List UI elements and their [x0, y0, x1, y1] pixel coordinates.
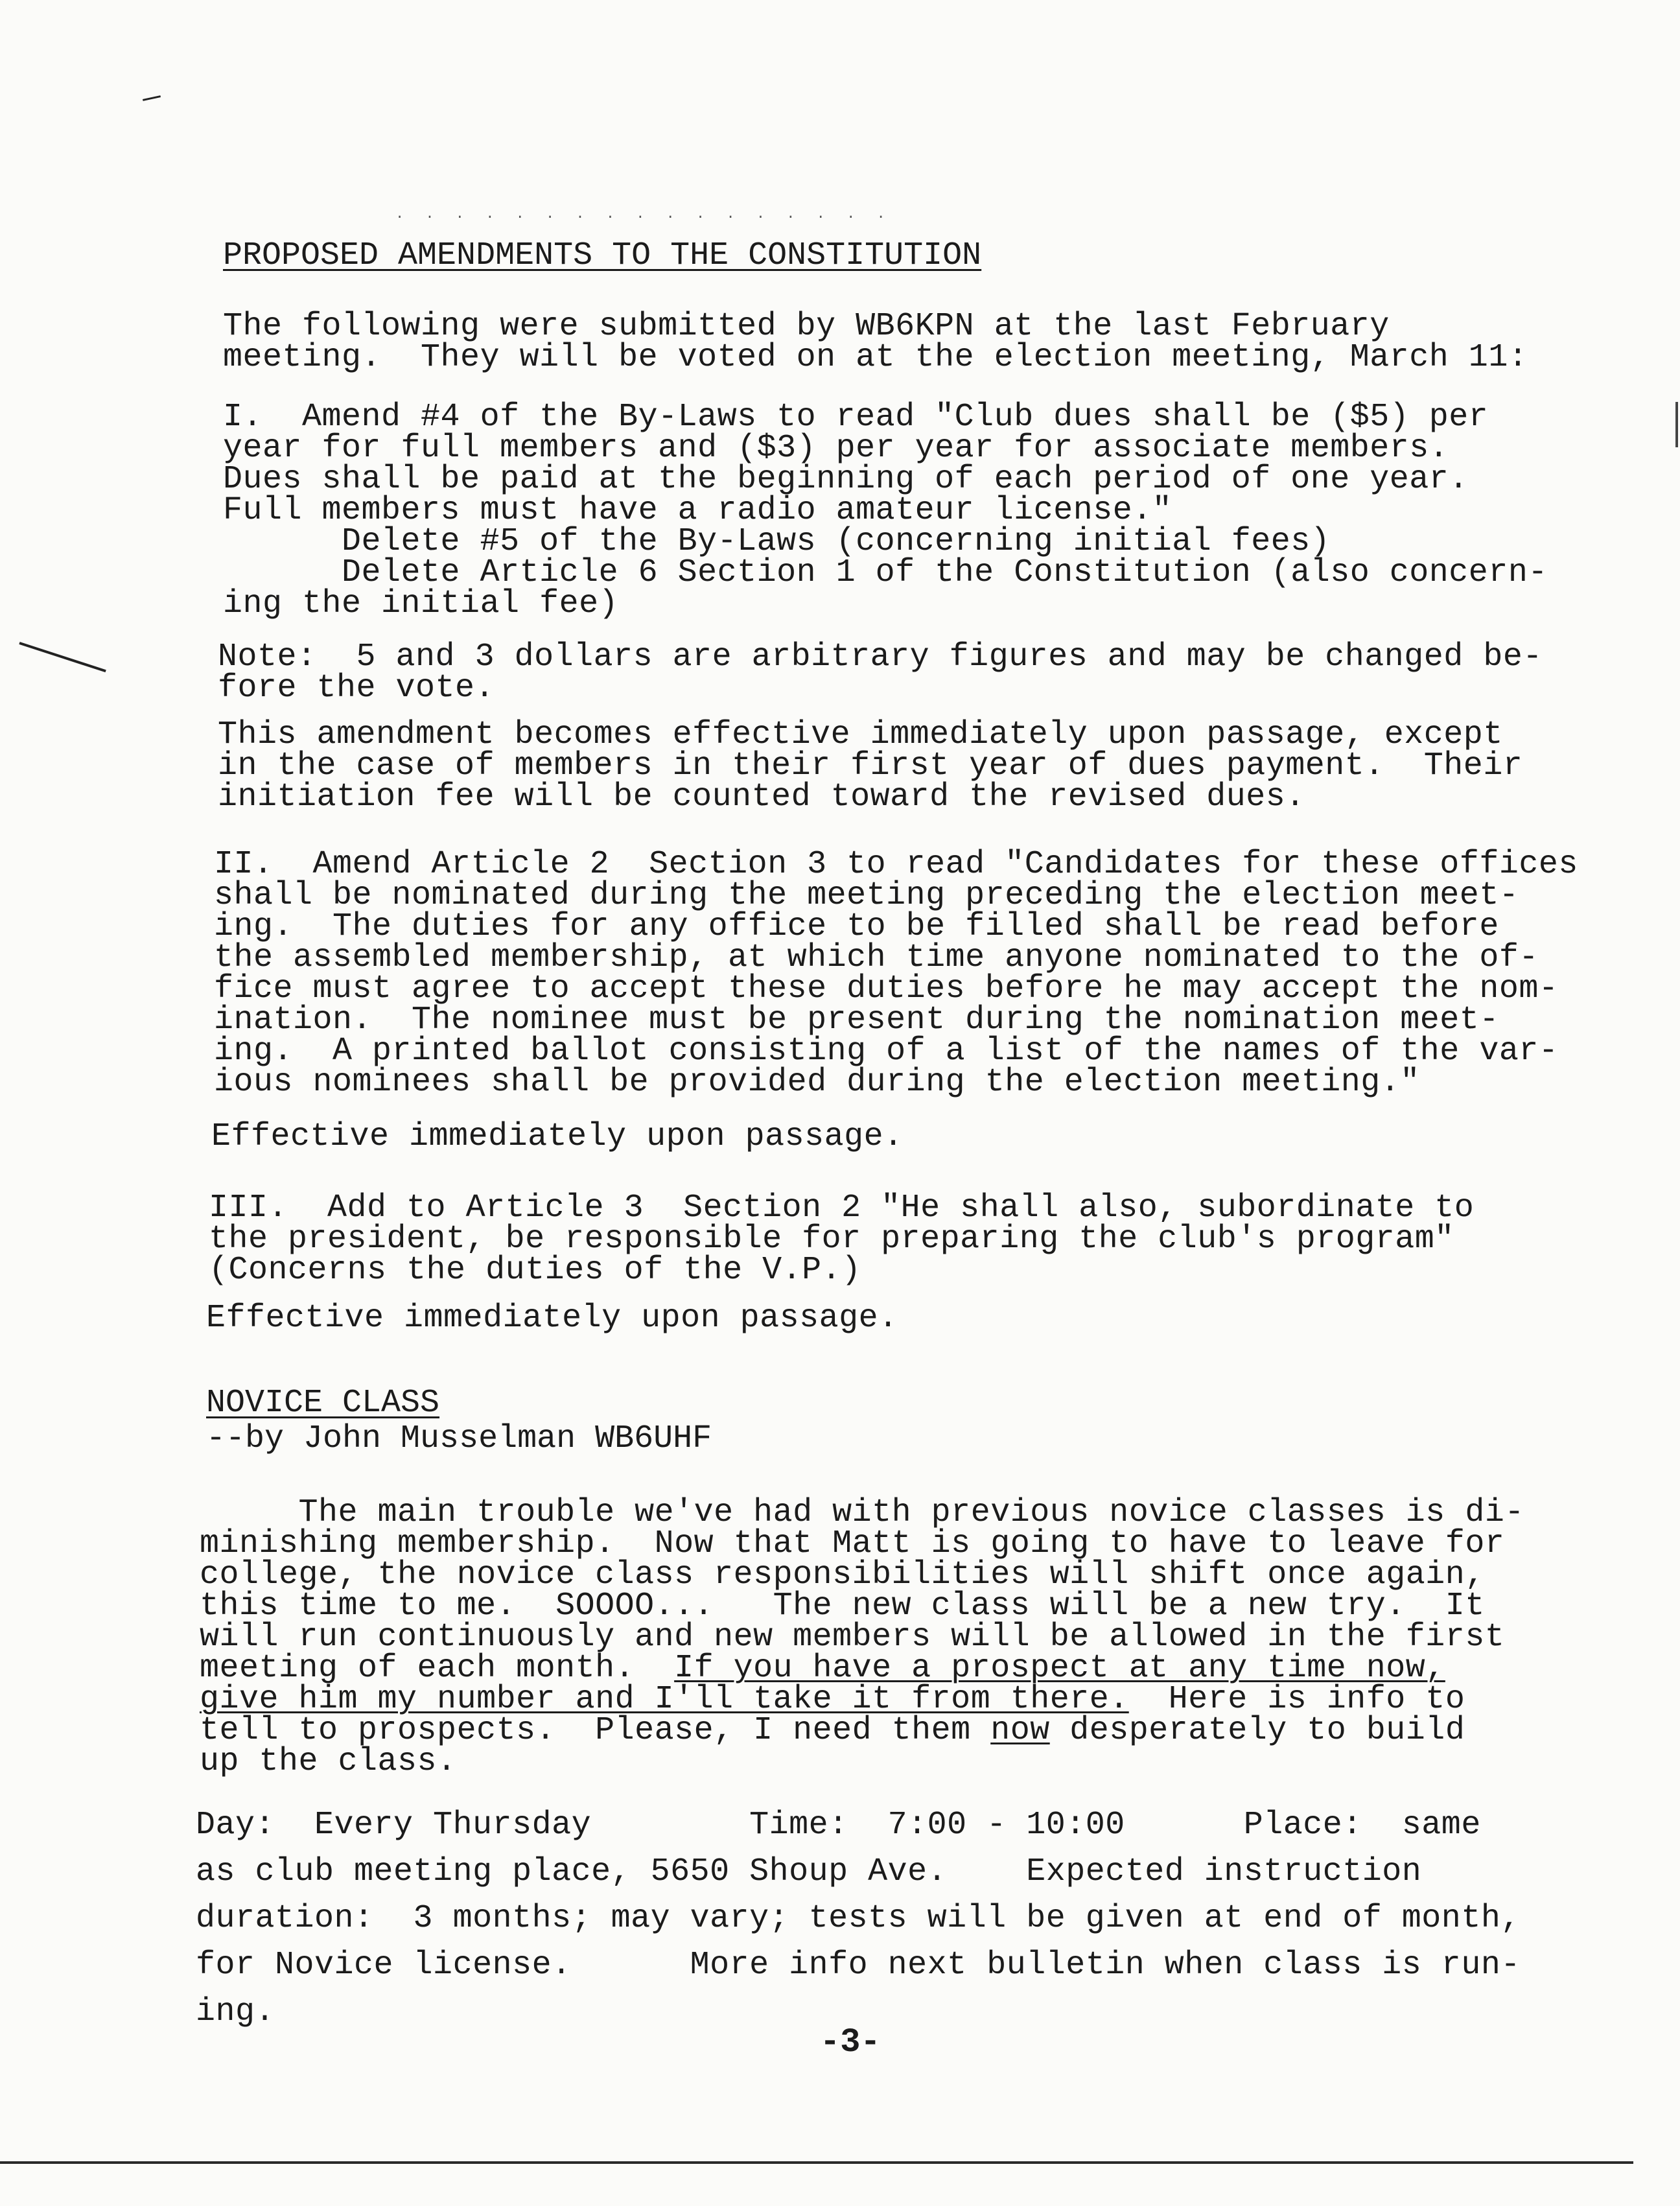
novice-now-underline: now	[990, 1712, 1050, 1749]
scan-mark-right-edge	[1675, 402, 1678, 447]
page-number: -3-	[820, 2023, 881, 2061]
amendment-one: I. Amend #4 of the By-Laws to read "Club dues shall be ($5) per year for full members and ($3) per year for associate members. Dues shall be paid at the beginning of each period of one year. Full members must have a radio amateur license." Delete #5 of the By-Laws (concerning initial fees) Delete Article 6 Section 1 of the Constitution (also concern- ing the initial fee)	[223, 399, 1548, 622]
novice-prospect-underline-2: give him my number and I'll take it from there.	[200, 1681, 1129, 1718]
amendment-two-effective: Effective immediately upon passage.	[211, 1118, 904, 1155]
scan-dots: . . . . . . . . . . . . . . . . .	[395, 206, 892, 222]
amendment-three: III. Add to Article 3 Section 2 "He shall also, subordinate to the president, be responsible for preparing the club's program" (Concerns the duties of the V.P.)	[209, 1190, 1475, 1289]
novice-prospect-underline-1: If you have a prospect at any time now,	[674, 1650, 1445, 1687]
novice-text-part3: desperately to build up the class.	[200, 1712, 1465, 1780]
amendment-three-effective: Effective immediately upon passage.	[206, 1300, 898, 1337]
note-paragraph: Note: 5 and 3 dollars are arbitrary figures and may be changed be- fore the vote.	[218, 639, 1543, 707]
bottom-rule	[0, 2161, 1633, 2164]
class-info-paragraph: Day: Every Thursday Time: 7:00 - 10:00 Place: same as club meeting place, 5650 Shoup Ave. Expected instruction duration: 3 months; may vary; tests will be given at end of month, for Novice license. More info next bulletin when class is run- ing.	[196, 1807, 1521, 2030]
novice-text-part2: Here is info to tell to prospects. Please, I need them	[200, 1681, 1465, 1749]
novice-text-part1: The main trouble we've had with previous novice classes is di- minishing membership. Now that Matt is going to have to leave for college, the novice class responsibilities will shift once again, this time to me. SOOOO... The new class will be a new try. It will run continuously and new members will be allowed in the first meeting of each month.	[200, 1494, 1524, 1687]
scan-mark-top	[143, 95, 161, 101]
amendment-one-effective: This amendment becomes effective immediately upon passage, except in the case of members in their first year of dues payment. Their initiation fee will be counted toward the revised dues.	[218, 716, 1523, 816]
scan-mark-left	[19, 642, 106, 672]
novice-paragraph	[200, 1494, 1524, 1780]
section-heading-novice: NOVICE CLASS	[206, 1385, 440, 1422]
novice-byline: --by John Musselman WB6UHF	[206, 1420, 712, 1457]
amendment-two: II. Amend Article 2 Section 3 to read "Candidates for these offices shall be nominated during the meeting preceding the election meet- ing. The duties for any office to be filled shall be read before the assembled membership, at which time anyone nominated to the of- fice must agree to accept these duties before he may accept the nom- ination. The nominee must be present during the nomination meet- ing. A printed ballot consisting of a list of the names of the var- ious nominees shall be provided during the election meeting."	[214, 846, 1578, 1101]
intro-paragraph: The following were submitted by WB6KPN at the last February meeting. They will be voted on at the election meeting, March 11:	[223, 308, 1528, 376]
section-heading-amendments: PROPOSED AMENDMENTS TO THE CONSTITUTION	[223, 237, 982, 274]
